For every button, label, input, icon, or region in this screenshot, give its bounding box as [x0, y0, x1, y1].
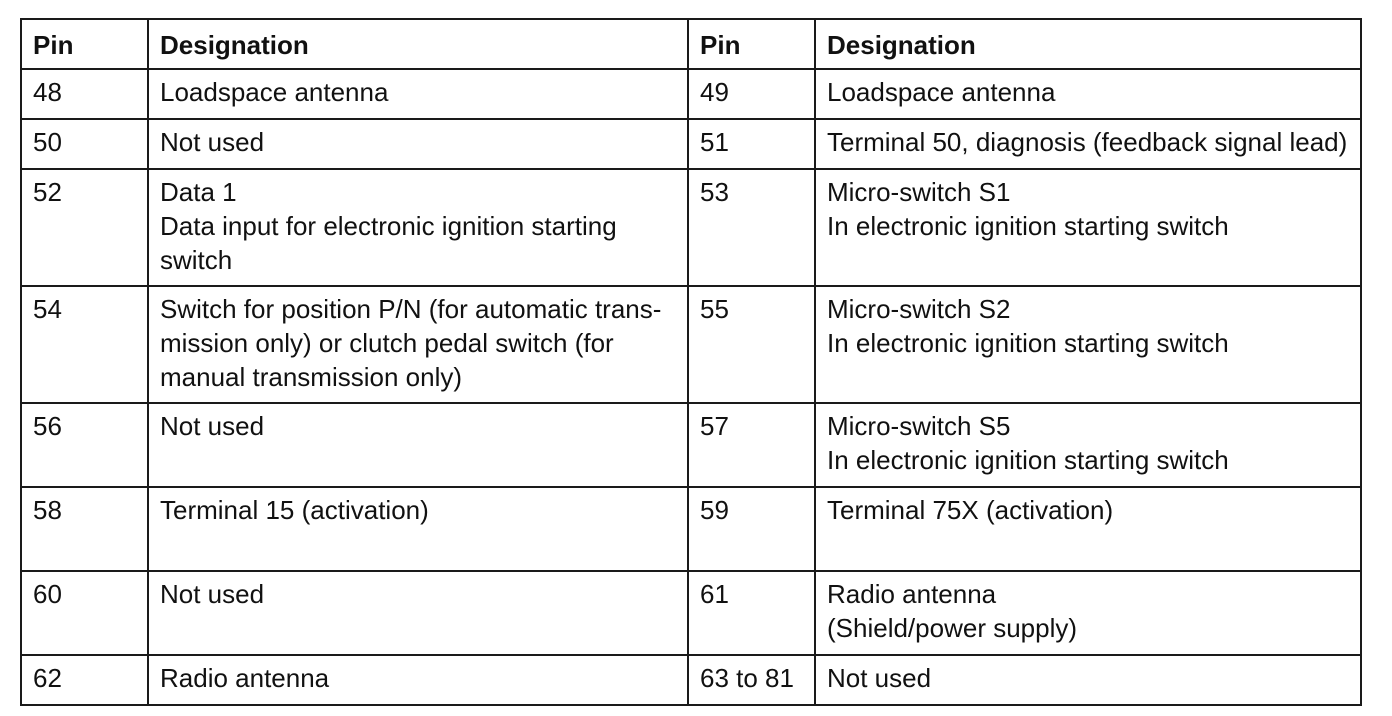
designation-line: Not used: [160, 127, 265, 157]
pin-number-cell: 62: [21, 655, 148, 705]
designation-cell: [148, 69, 688, 119]
header-designation-left: Designation: [148, 19, 688, 69]
designation-cell: [815, 286, 1361, 403]
designation-line: Not used: [160, 411, 265, 441]
header-pin-right: Pin: [688, 19, 815, 69]
designation-line: Micro-switch S2: [827, 294, 1011, 324]
designation-line: Loadspace antenna: [160, 77, 389, 107]
pin-number-cell: 59: [688, 487, 815, 571]
designation-line: manual transmission only): [160, 362, 463, 392]
table-body: [21, 69, 1361, 705]
designation-cell: [815, 655, 1361, 705]
pin-number-cell: 48: [21, 69, 148, 119]
pin-number-cell: 56: [21, 403, 148, 487]
pin-number-cell: 50: [21, 119, 148, 169]
designation-line: switch: [160, 245, 233, 275]
designation-line: Switch for position P/N (for automatic trans-: [160, 294, 662, 324]
pin-number-cell: 61: [688, 571, 815, 655]
designation-line: Terminal 50, diagnosis (feedback signal lead): [827, 127, 1348, 157]
designation-cell: [815, 487, 1361, 571]
designation-cell: [148, 286, 688, 403]
pin-number-cell: 58: [21, 487, 148, 571]
designation-line: mission only) or clutch pedal switch (for: [160, 328, 614, 358]
designation-cell: [148, 119, 688, 169]
designation-cell: [815, 169, 1361, 286]
designation-line: Micro-switch S5: [827, 411, 1011, 441]
header-designation-right: Designation: [815, 19, 1361, 69]
pin-number-cell: 60: [21, 571, 148, 655]
pin-number-cell: 52: [21, 169, 148, 286]
designation-cell: [148, 487, 688, 571]
designation-line: Terminal 75X (activation): [827, 495, 1114, 525]
designation-line: In electronic ignition starting switch: [827, 445, 1229, 475]
designation-line: Loadspace antenna: [827, 77, 1056, 107]
table-header-row: [21, 19, 1361, 69]
table-row: [21, 403, 1361, 487]
designation-line: Data input for electronic ignition starting: [160, 211, 617, 241]
pin-number-cell: 49: [688, 69, 815, 119]
designation-line: Not used: [160, 579, 265, 609]
designation-cell: [148, 571, 688, 655]
table-row: [21, 571, 1361, 655]
pin-number-cell: 54: [21, 286, 148, 403]
designation-line: In electronic ignition starting switch: [827, 211, 1229, 241]
designation-cell: [815, 119, 1361, 169]
designation-line: Radio antenna: [827, 579, 997, 609]
pin-number-cell: 53: [688, 169, 815, 286]
designation-cell: [815, 403, 1361, 487]
designation-line: In electronic ignition starting switch: [827, 328, 1229, 358]
table-row: [21, 286, 1361, 403]
pin-assignment-table: [20, 18, 1362, 706]
pin-number-cell: 55: [688, 286, 815, 403]
designation-cell: [148, 169, 688, 286]
header-pin-left: Pin: [21, 19, 148, 69]
designation-cell: [815, 69, 1361, 119]
pin-number-cell: 51: [688, 119, 815, 169]
designation-line: Radio antenna: [160, 663, 330, 693]
table-row: [21, 487, 1361, 571]
designation-line: Not used: [827, 663, 932, 693]
designation-cell: [148, 403, 688, 487]
pin-number-cell: 63 to 81: [688, 655, 815, 705]
designation-cell: [148, 655, 688, 705]
designation-cell: [815, 571, 1361, 655]
table-row: [21, 655, 1361, 705]
designation-line: Data 1: [160, 177, 237, 207]
designation-line: Terminal 15 (activation): [160, 495, 429, 525]
designation-line: (Shield/power supply): [827, 613, 1078, 643]
designation-line: Micro-switch S1: [827, 177, 1011, 207]
table-row: [21, 69, 1361, 119]
table-row: [21, 119, 1361, 169]
pin-number-cell: 57: [688, 403, 815, 487]
table-row: [21, 169, 1361, 286]
